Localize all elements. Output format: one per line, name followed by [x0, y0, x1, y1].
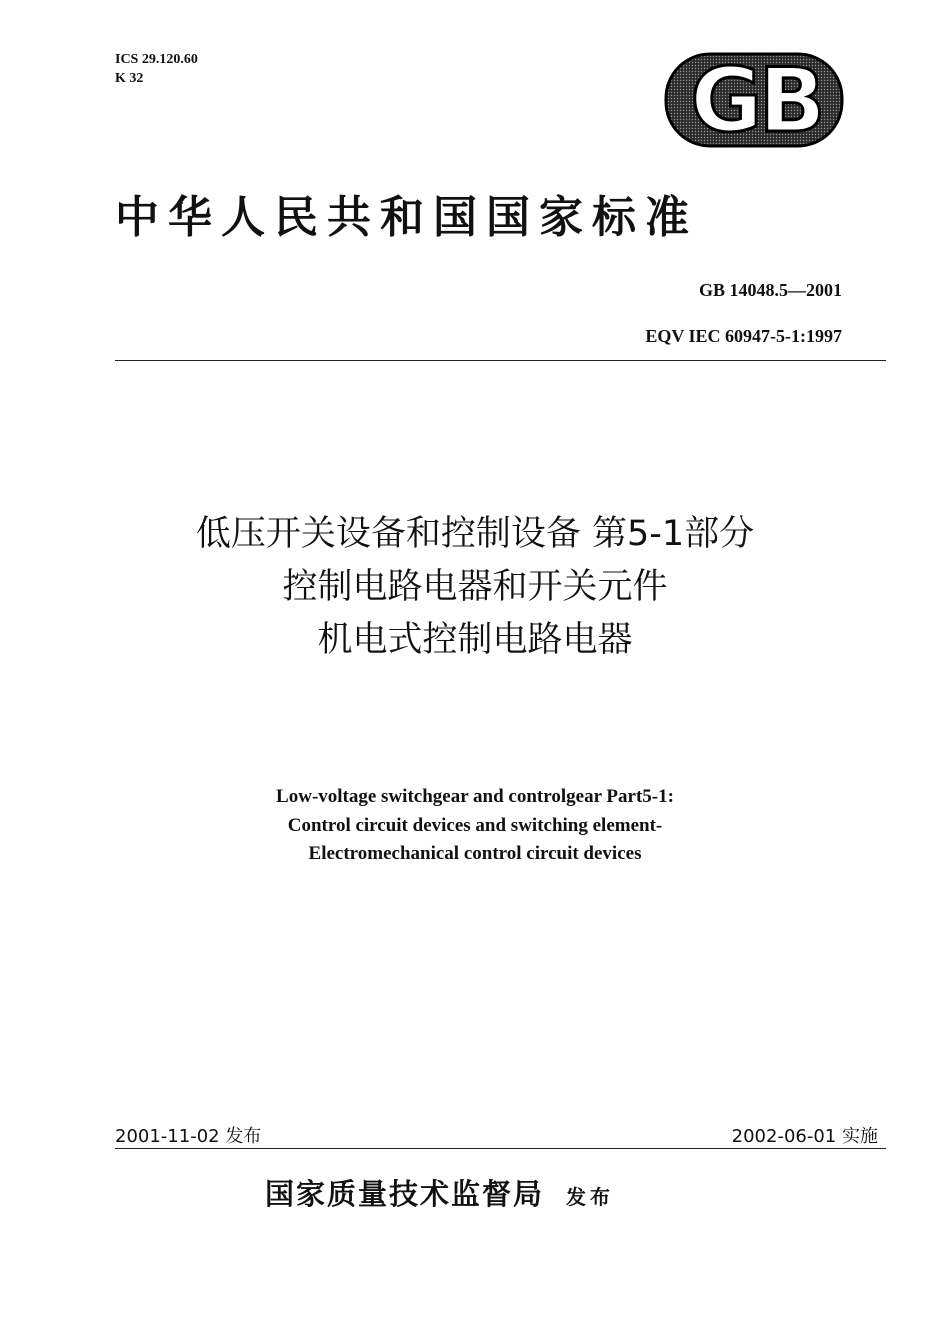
issue-date: 2001-11-02 发布 [115, 1126, 262, 1147]
gb-logo [664, 52, 844, 148]
classification-codes [115, 50, 198, 88]
logo-text: GB [690, 52, 822, 148]
issuer-suffix: 发布 [566, 1185, 615, 1209]
class-code: K 32 [115, 71, 144, 86]
header-divider [115, 360, 886, 361]
english-title-line-2: Control circuit devices and switching element- [287, 814, 663, 836]
chinese-title [0, 508, 950, 667]
chinese-title-line-1: 低压开关设备和控制设备 第5-1部分 [195, 514, 755, 554]
standard-number: GB 14048.5—2001 [698, 280, 842, 300]
footer-divider [115, 1148, 886, 1149]
implementation-date: 2002-06-01 实施 [731, 1126, 878, 1147]
issuer-name: 国家质量技术监督局 [265, 1177, 545, 1211]
english-title [0, 783, 950, 869]
issuer [265, 1172, 614, 1213]
chinese-title-line-2: 控制电路电器和开关元件 [282, 567, 668, 607]
english-title-line-1: Low-voltage switchgear and controlgear Part5-1: [276, 786, 674, 807]
ics-code: ICS 29.120.60 [115, 52, 198, 67]
english-title-line-3: Electromechanical control circuit devices [308, 843, 642, 864]
national-standard-title: 中华人民共和国国家标准 [115, 192, 698, 243]
standard-equivalence: EQV IEC 60947-5-1:1997 [645, 326, 842, 346]
chinese-title-line-3: 机电式控制电路电器 [317, 620, 633, 660]
